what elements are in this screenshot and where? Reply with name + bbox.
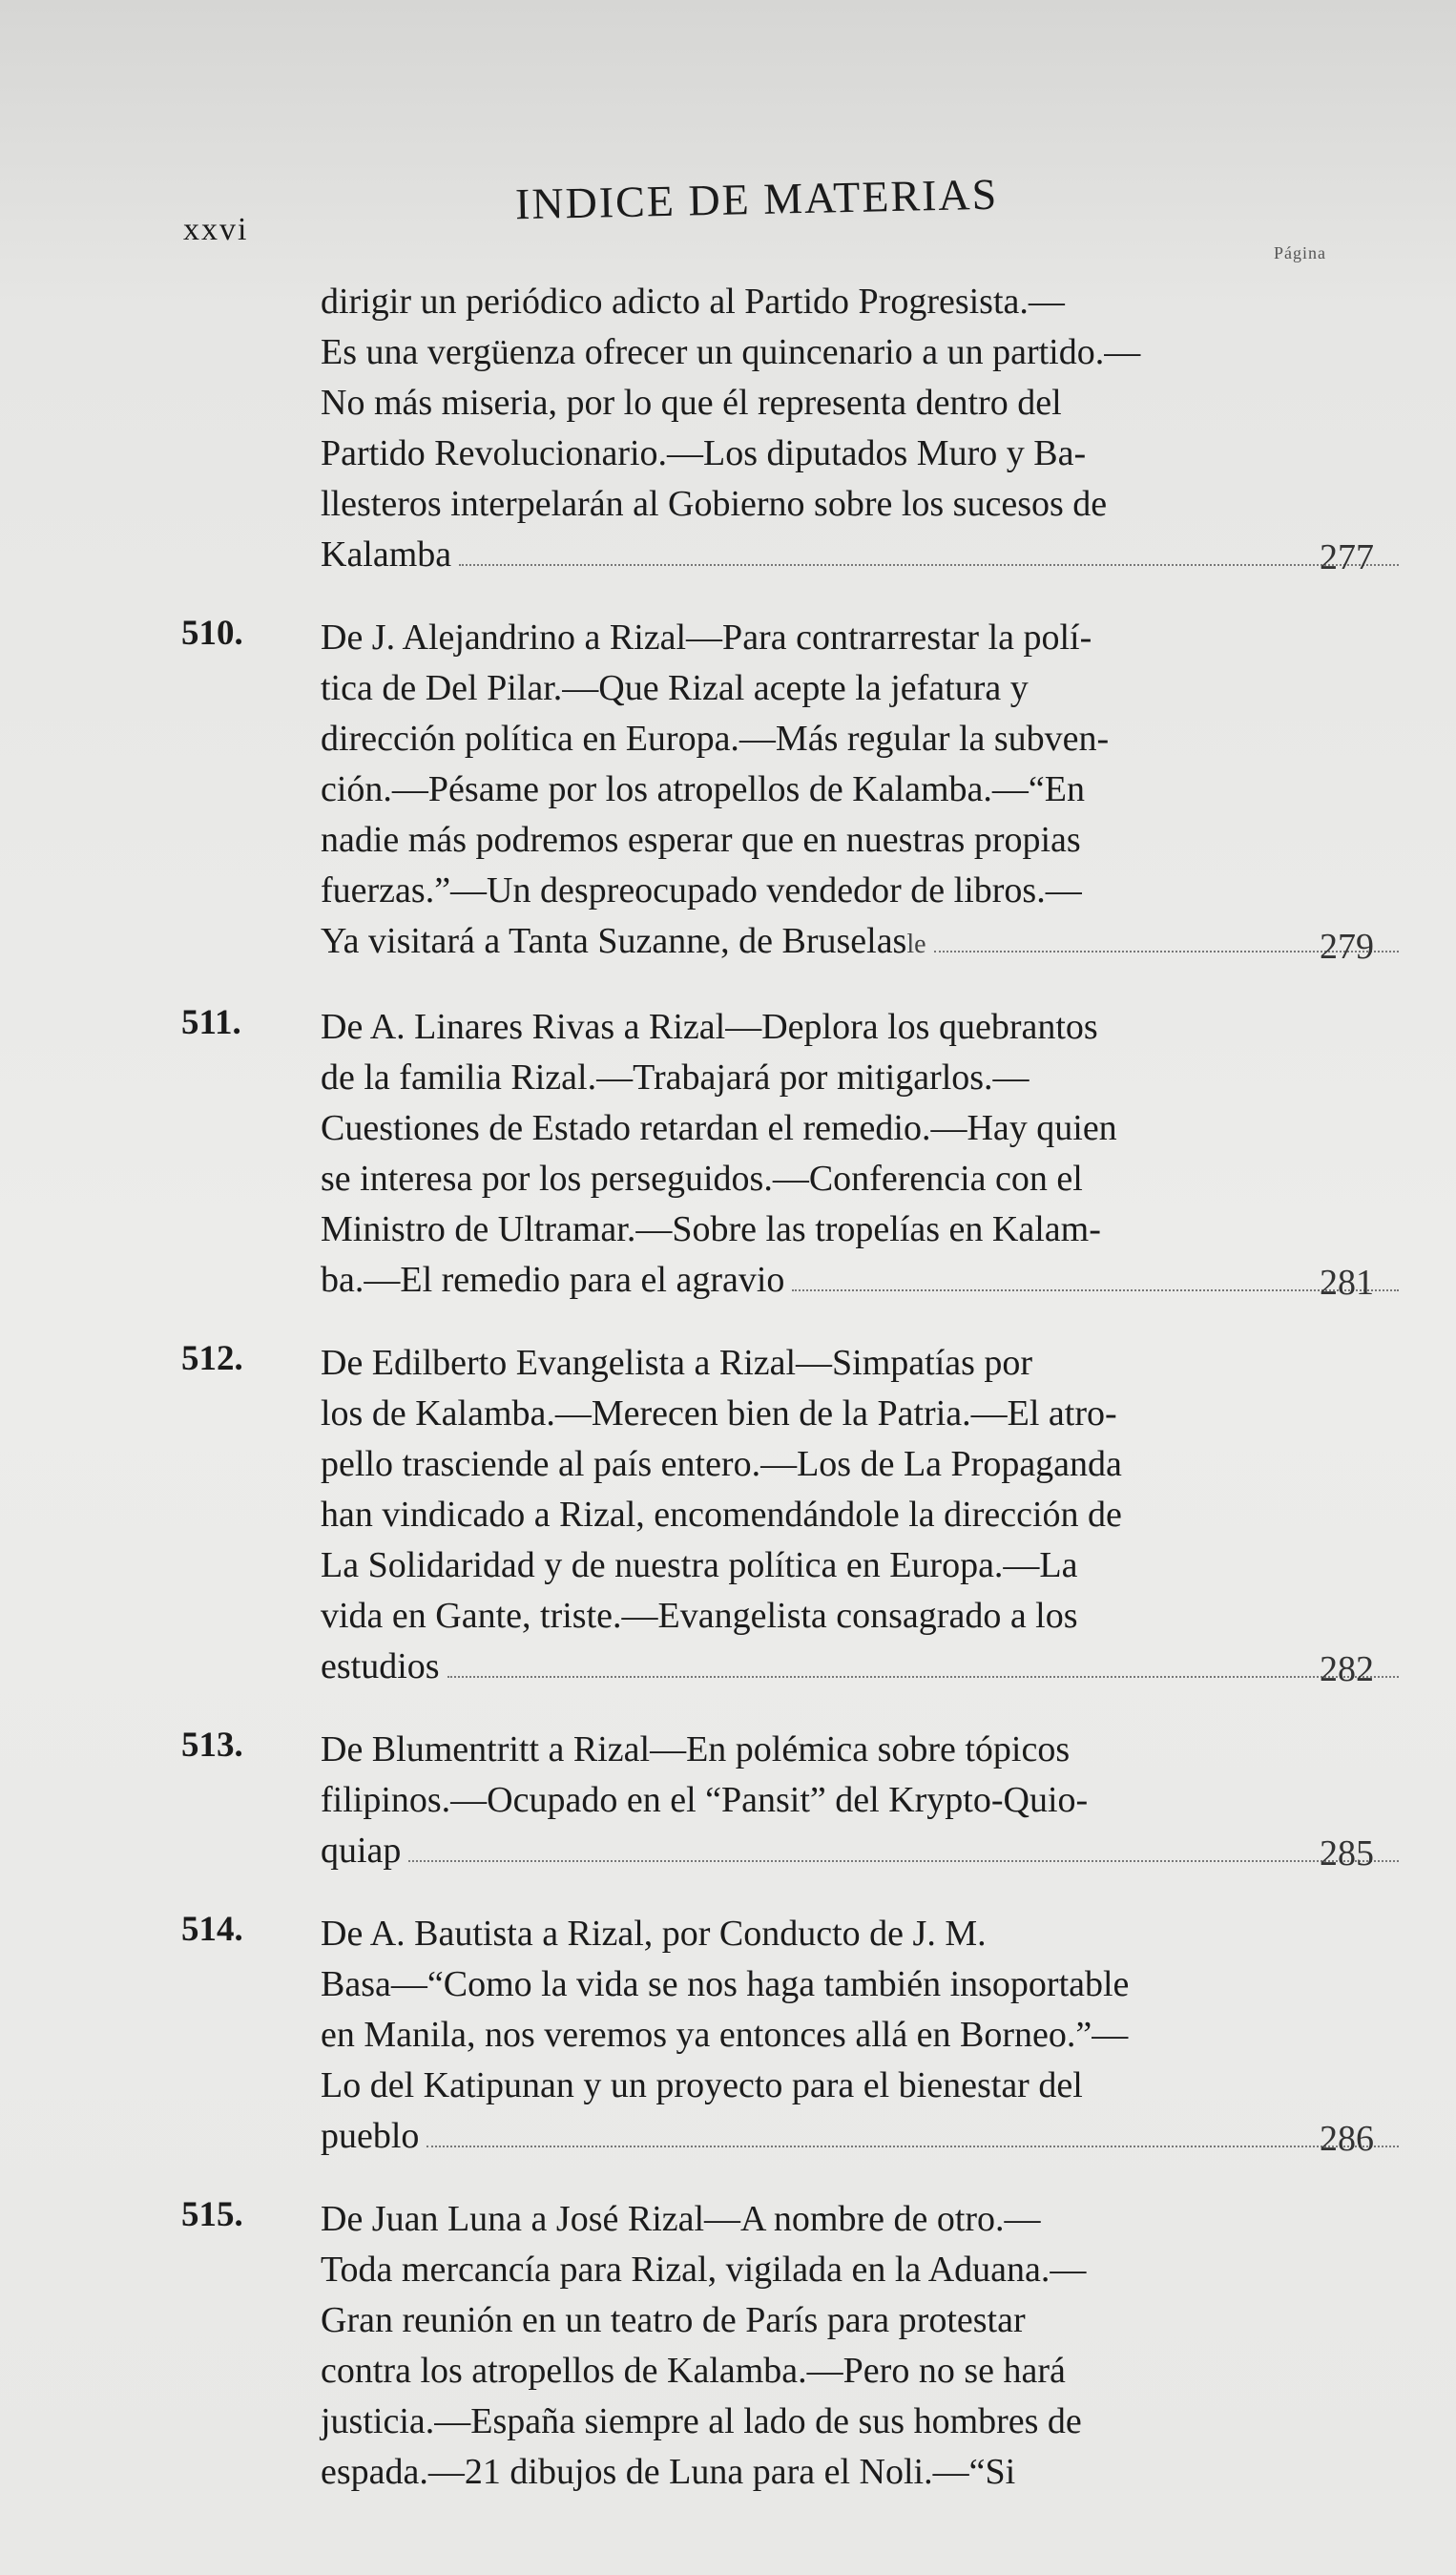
summary-line: De A. Bautista a Rizal, por Conducto de J. M. [321, 1914, 987, 1954]
summary-line: tica de Del Pilar.—Que Rizal acepte la jefatura y [321, 668, 1029, 708]
handwritten-correction: le [906, 930, 926, 959]
page-number: 285 [1320, 1833, 1374, 1874]
summary-line: De J. Alejandrino a Rizal—Para contrarrestar la polí- [321, 618, 1092, 658]
summary-line: Es una vergüenza ofrecer un quincenario a un partido.— [321, 332, 1141, 372]
summary-line: pello trasciende al país entero.—Los de La Propaganda [321, 1444, 1122, 1484]
toc-entry [181, 1002, 1374, 1306]
entry-number: 511. [181, 1003, 241, 1042]
summary-line: ba.—El remedio para el agravio [321, 1260, 785, 1300]
summary-line: Toda mercancía para Rizal, vigilada en la Aduana.— [321, 2250, 1087, 2290]
toc-entry [181, 277, 1374, 580]
dot-leader [408, 1859, 1399, 1862]
toc-entry [181, 613, 1374, 970]
page-number: 279 [1320, 927, 1374, 967]
summary-line: La Solidaridad y de nuestra política en Europa.—La [321, 1545, 1078, 1585]
summary-line: Basa—“Como la vida se nos haga también insoportable [321, 1964, 1130, 2004]
summary-last-line [321, 530, 1408, 580]
entry-summary [321, 1909, 1408, 2162]
summary-line: nadie más podremos esperar que en nuestras propias [321, 820, 1081, 860]
entry-summary [321, 613, 1408, 970]
summary-line: Gran reunión en un teatro de París para protestar [321, 2300, 1026, 2340]
dot-leader [459, 563, 1399, 566]
page-number: 282 [1320, 1649, 1374, 1689]
summary-line: fuerzas.”—Un despreocupado vendedor de libros.— [321, 870, 1082, 911]
entry-number: 514. [181, 1910, 243, 1949]
summary-last-line [321, 2111, 1408, 2162]
summary-line: Ya visitará a Tanta Suzanne, de Bruselas [321, 921, 907, 961]
entry-number: 510. [181, 614, 243, 653]
summary-line: ción.—Pésame por los atropellos de Kalamba.—“En [321, 769, 1085, 809]
summary-line: De Blumentritt a Rizal—En polémica sobre tópicos [321, 1729, 1071, 1769]
summary-line: en Manila, nos veremos ya entonces allá en Borneo.”— [321, 2015, 1129, 2055]
summary-line: los de Kalamba.—Merecen bien de la Patria.—El atro- [321, 1393, 1117, 1434]
summary-line: de la familia Rizal.—Trabajará por mitigarlos.— [321, 1057, 1030, 1098]
summary-line: De A. Linares Rivas a Rizal—Deplora los quebrantos [321, 1007, 1098, 1047]
entry-number: 512. [181, 1339, 243, 1378]
summary-last-line [321, 1255, 1408, 1306]
summary-line: Kalamba [321, 534, 452, 575]
summary-line: estudios [321, 1646, 440, 1686]
page-header [183, 162, 1328, 247]
dot-leader [426, 2145, 1399, 2147]
summary-line: De Juan Luna a José Rizal—A nombre de otro.— [321, 2199, 1041, 2239]
summary-line: Cuestiones de Estado retardan el remedio.—Hay quien [321, 1108, 1117, 1148]
summary-line: espada.—21 dibujos de Luna para el Noli.—“Si [321, 2452, 1016, 2492]
summary-line: dirigir un periódico adicto al Partido Progresista.— [321, 282, 1065, 322]
table-of-contents [181, 277, 1374, 2530]
entry-summary [321, 1002, 1408, 1306]
summary-line: quiap [321, 1831, 402, 1871]
entry-summary [321, 1725, 1408, 1876]
summary-last-line [321, 916, 1408, 970]
summary-line: llesteros interpelarán al Gobierno sobre los sucesos de [321, 484, 1108, 524]
summary-line: No más miseria, por lo que él representa dentro del [321, 383, 1062, 423]
summary-line: contra los atropellos de Kalamba.—Pero no se hará [321, 2351, 1066, 2391]
running-title: INDICE DE MATERIAS [514, 169, 999, 229]
dot-leader [792, 1288, 1399, 1291]
summary-line: Lo del Katipunan y un proyecto para el bienestar del [321, 2065, 1083, 2105]
summary-line: pueblo [321, 2116, 420, 2156]
entry-summary [321, 277, 1408, 580]
page-number: 286 [1320, 2119, 1374, 2159]
summary-line: se interesa por los perseguidos.—Conferencia con el [321, 1159, 1083, 1199]
summary-line: han vindicado a Rizal, encomendándole la dirección de [321, 1495, 1122, 1535]
folio-number: xxvi [183, 212, 249, 247]
summary-last-line [321, 1826, 1408, 1876]
summary-last-line [321, 2447, 1408, 2498]
summary-last-line [321, 1642, 1408, 1692]
toc-entry [181, 1725, 1374, 1876]
entry-summary [321, 1338, 1408, 1692]
summary-line: dirección política en Europa.—Más regular la subven- [321, 719, 1110, 759]
page-number: 281 [1320, 1263, 1374, 1303]
entry-number: 515. [181, 2195, 243, 2234]
toc-entry [181, 1338, 1374, 1692]
entry-summary [321, 2194, 1408, 2498]
entry-number: 513. [181, 1726, 243, 1765]
summary-line: Partido Revolucionario.—Los diputados Muro y Ba- [321, 433, 1087, 473]
dot-leader [447, 1675, 1399, 1678]
summary-line: De Edilberto Evangelista a Rizal—Simpatías por [321, 1343, 1033, 1383]
summary-line: justicia.—España siempre al lado de sus hombres de [321, 2401, 1082, 2441]
toc-entry [181, 1909, 1374, 2162]
page-number: 277 [1320, 537, 1374, 577]
page-column-label: Página [1274, 243, 1326, 262]
toc-entry [181, 2194, 1374, 2498]
summary-line: Ministro de Ultramar.—Sobre las tropelías en Kalam- [321, 1209, 1101, 1249]
summary-line: vida en Gante, triste.—Evangelista consagrado a los [321, 1596, 1078, 1636]
summary-line: filipinos.—Ocupado en el “Pansit” del Krypto-Quio- [321, 1780, 1089, 1820]
